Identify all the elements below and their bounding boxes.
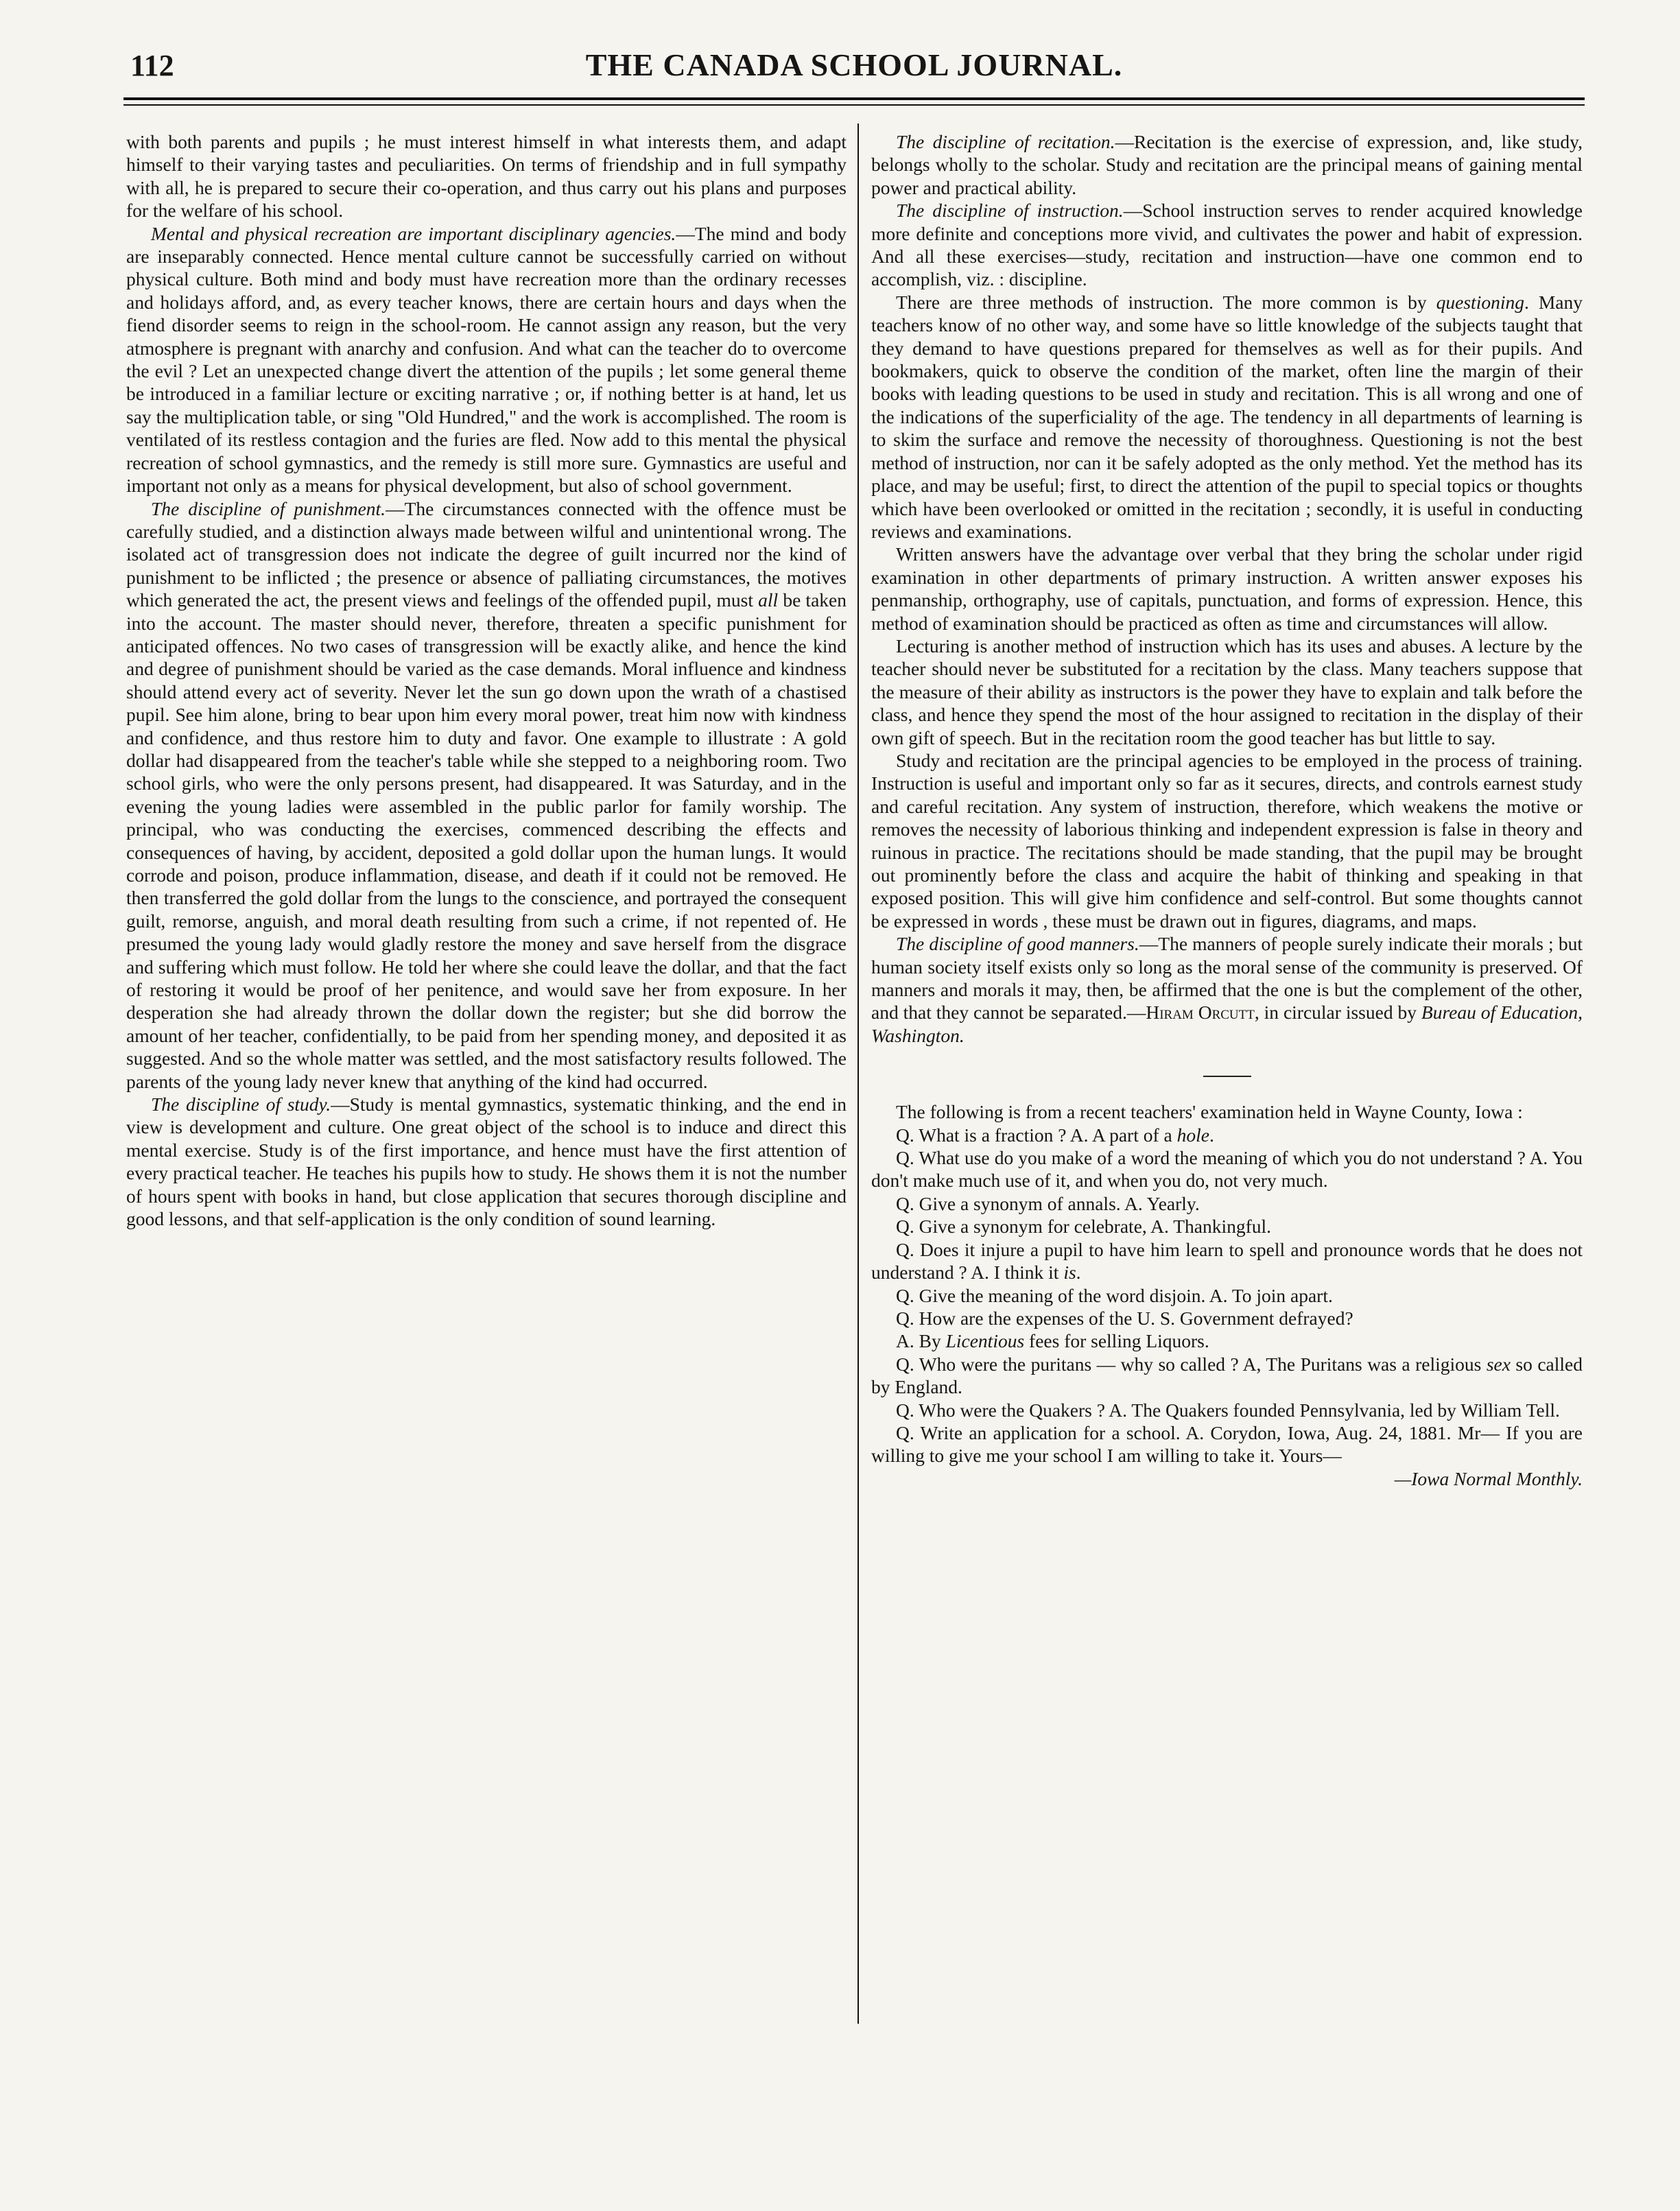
qa-item: Q. How are the expenses of the U. S. Government defrayed?	[896, 1307, 1353, 1329]
qa-text: so called by England.	[871, 1353, 1583, 1398]
qa-item: Q. What use do you make of a word the meaning of which you do not understand ? A. You don't make much use of it, and when you do, not very much.	[871, 1147, 1583, 1192]
qa-item: Q. Give a synonym of annals. A. Yearly.	[896, 1192, 1200, 1214]
paragraph-text: , in circular issued by	[1254, 1002, 1421, 1024]
paragraph-instruction	[871, 199, 1583, 291]
section-heading: The discipline of good manners.	[896, 933, 1139, 955]
qa-text: fees for selling Liquors.	[1024, 1330, 1209, 1352]
qa-text: Q. Does it injure a pupil to have him learn to spell and pronounce words that he does not understand ? A. I think it	[871, 1238, 1583, 1284]
section-heading: The discipline of study.	[151, 1093, 331, 1115]
page-number: 112	[130, 49, 174, 82]
qa-text: A. By	[896, 1330, 946, 1352]
qa-item	[871, 1353, 1583, 1399]
qa-item	[871, 1329, 1583, 1352]
paragraph-text: —The circumstances connected with the offence must be carefully studied, and a distinction always made between wilful and unintentional wrong. The isolated act of transgression does not indicate the degree of guilt incurred nor the kind of punishment to be inflicted ; the presence or absence of palliating circumstances, the motives which generated the act, the present views and feelings of the offended pupil, must	[126, 497, 847, 611]
paragraph-text: . Many teachers know of no other way, and some have so little knowledge of the subjects taught that they demand to have questions prepared for themselves as well as for their pupils. And bookmakers, quick to observe the condition of the market, often line the margin of their books with leading questions to be used in study and recitation. This is all wrong and one of the indications of the superficiality of the age. The tendency in all departments of learning is to skim the surface and remove the necessity of thoroughness. Questioning is not the best method of instruction, nor can it be safely adopted as the only method. Yet the method has its place, and may be useful; first, to direct the attention of the pupil to special topics or thoughts which have been overlooked or omitted in the recitation ; secondly, it is useful in conducting reviews and examinations.	[871, 291, 1583, 542]
section-heading: The discipline of punishment.	[151, 497, 386, 519]
qa-item: Q. Give the meaning of the word disjoin. A. To join apart.	[896, 1284, 1333, 1306]
paragraph: with both parents and pupils ; he must interest himself in what interests them, and adapt himself to their varying tastes and peculiarities. On terms of friendship and in full sympathy with all, he is prepared to secure their co-operation, and thus carry out his plans and purposes for the welfare of his school.	[126, 131, 847, 222]
qa-text: .	[1209, 1124, 1214, 1146]
source-citation: Bureau of Education, Washington.	[871, 1002, 1583, 1046]
paragraph-text: be taken into the account. The master should never, therefore, threaten a specific punishment for anticipated offences. No two cases of transgression will be exactly alike, and hence the kind and degree of punishment should be varied as the case demands. Moral influence and kindness should attend every act of severity. Never let the sun go down upon the wrath of a chastised pupil. See him alone, bring to bear upon him every moral power, treat him now with kindness and confidence, and thus restore him to duty and favor. One example to illustrate : A gold dollar had disappeared from the teacher's table while she stepped to a neighboring room. Two school girls, who were the only persons present, had disappeared. It was Saturday, and in the evening the young ladies were assembled in the public parlor for family worship. The principal, who was conducting the exercises, commenced describing the effects and consequences of having, by accident, deposited a gold dollar upon the human lungs. It would corrode and poison, produce inflammation, disease, and death if it could not be removed. He then transferred the gold dollar from the lungs to the conscience, and portrayed the consequent guilt, remorse, anguish, and moral death resulting from such a crime, if not repented of. He presumed the young lady would gladly restore the money and save herself from the disgrace and suffering which must follow. He told her where she could leave the dollar, and that the fact of restoring it would be proof of her penitence, and would save her from exposure. In her desperation she had already thrown the dollar down the register; but she did borrow the amount of her teacher, confidentially, to be paid from her spending money, and deposited it as suggested. And so the whole matter was settled, and the most satisfactory results followed. The parents of the young lady never knew that anything of the kind had occurred.	[126, 589, 847, 1092]
qa-item: Q. Write an application for a school. A. Corydon, Iowa, Aug. 24, 1881. Mr— If you are willing to give me your school I am willing to take it. Yours—	[871, 1421, 1583, 1467]
emphasis: Licentious	[945, 1330, 1025, 1352]
qa-text: Q. Who were the puritans — why so called ? A, The Puritans was a religious	[896, 1353, 1487, 1375]
qa-item: Q. Who were the Quakers ? A. The Quakers founded Pennsylvania, led by William Tell.	[896, 1399, 1560, 1421]
qa-text: .	[1076, 1262, 1081, 1284]
journal-title: THE CANADA SCHOOL JOURNAL.	[585, 47, 1123, 82]
qa-item	[871, 1238, 1583, 1284]
paragraph-recitation	[871, 130, 1583, 199]
paragraph-text: —Study is mental gymnastics, systematic thinking, and the end in view is development and culture. One great object of the school is to induce and direct this mental exercise. Study is of the first importance, and hence must have the first attention of every practical teacher. He teaches his pupils how to study. He shows them it is not the number of hours spent with books in hand, but close application that secures thorough discipline and good lessons, and that self-application is the only condition of sound learning.	[126, 1093, 847, 1230]
emphasis: sex	[1486, 1353, 1511, 1375]
paragraph-text: —The mind and body are inseparably connected. Hence mental culture cannot be successfully carried on without physical culture. Both mind and body must have recreation more than the ordinary recesses and holidays afford, and, as every teacher knows, there are certain hours and days when the fiend disorder seems to reign in the school-room. He cannot assign any reason, but the very atmosphere is pregnant with anarchy and confusion. And what can the teacher do to overcome the evil ? Let an unexpected change divert the attention of the pupils ; let some general theme be introduced in a familiar lecture or exciting narrative ; or, if nothing better is at hand, let us say the multiplication table, or sing "Old Hundred," and the work is accomplished. The room is ventilated of its restless contagion and the furies are fled. Now add to this mental the physical recreation of school gymnastics, and the remedy is still more sure. Gymnastics are useful and important not only as a means for physical development, but also of school government.	[126, 222, 847, 497]
emphasis: questioning	[1436, 291, 1524, 313]
section-heading: The discipline of recitation.	[896, 131, 1115, 152]
qa-item: Q. Give a synonym for celebrate, A. Thankingful.	[896, 1216, 1272, 1238]
emphasis: hole	[1176, 1124, 1209, 1146]
paragraph-manners	[871, 932, 1583, 1047]
section-heading: Mental and physical recreation are important disciplinary agencies.	[151, 222, 676, 244]
paragraph-methods	[871, 291, 1583, 543]
section-separator	[1203, 1076, 1251, 1077]
emphasis: all	[758, 589, 779, 611]
paragraph-text: There are three methods of instruction. The more common is by	[896, 291, 1436, 313]
author-name: Hiram Orcutt	[1146, 1002, 1255, 1024]
column-divider	[857, 123, 859, 2024]
paragraph-punishment	[126, 497, 847, 1093]
emphasis: is	[1063, 1262, 1076, 1284]
exam-intro: The following is from a recent teachers' examination held in Wayne County, Iowa :	[896, 1101, 1523, 1123]
paragraph-written-answers: Written answers have the advantage over verbal that they bring the scholar under rigid examination in other departments of primary instruction. A written answer exposes his penmanship, orthography, use of capitals, punctuation, and forms of expression. Hence, this method of examination should be practiced as often as time and circumstances will allow.	[871, 543, 1583, 634]
paragraph-study	[126, 1093, 847, 1230]
header-rule-thick	[123, 97, 1585, 100]
header-rule-thin	[123, 104, 1585, 106]
page-header	[123, 43, 1585, 91]
right-column	[871, 130, 1583, 1490]
section-heading: The discipline of instruction.	[896, 200, 1124, 222]
source-signature: —Iowa Normal Monthly.	[1394, 1467, 1583, 1489]
paragraph-training: Study and recitation are the principal agencies to be employed in the process of training. Instruction is useful and important only so far as it secures, directs, and controls earnest study and careful recitation. Any system of instruction, therefore, which weakens the motive or removes the necessity of laborious thinking and independent expression is false in theory and ruinous in practice. The recitations should be made standing, that the pupil may be brought out prominently before the class and acquire the habit of thinking and speaking in that exposed position. This will give him confidence and self-control. But some thoughts cannot be expressed in words , these must be drawn out in figures, diagrams, and maps.	[871, 749, 1583, 932]
paragraph-text: —The manners of people surely indicate their morals ; but human society itself exists only so long as the moral sense of the community is preserved. Of manners and morals it may, then, be affirmed that the one is but the complement of the other, and that they cannot be separated.—	[871, 933, 1583, 1024]
left-column	[126, 130, 847, 1231]
qa-text: Q. What is a fraction ? A. A part of a	[896, 1124, 1177, 1146]
paragraph-text: —Recitation is the exercise of expression, and, like study, belongs wholly to the scholar. Study and recitation are the principal means of gaining mental power and practical ability.	[871, 131, 1583, 198]
paragraph-text: —School instruction serves to render acquired knowledge more definite and conceptions more vivid, and cultivates the power and habit of expression. And all these exercises—study, recitation and instruction—have one common end to accomplish, viz. : discipline.	[871, 200, 1583, 290]
qa-item	[871, 1124, 1583, 1146]
paragraph-lecturing: Lecturing is another method of instruction which has its uses and abuses. A lecture by the teacher should never be substituted for a recitation by the class. Many teachers suppose that the measure of their ability as instructors is the power they have to explain and talk before the class, and hence they spend the most of the hour assigned to recitation in the display of their own gift of speech. But in the recitation room the good teacher has but little to say.	[871, 635, 1583, 748]
paragraph-recreation	[126, 222, 847, 497]
